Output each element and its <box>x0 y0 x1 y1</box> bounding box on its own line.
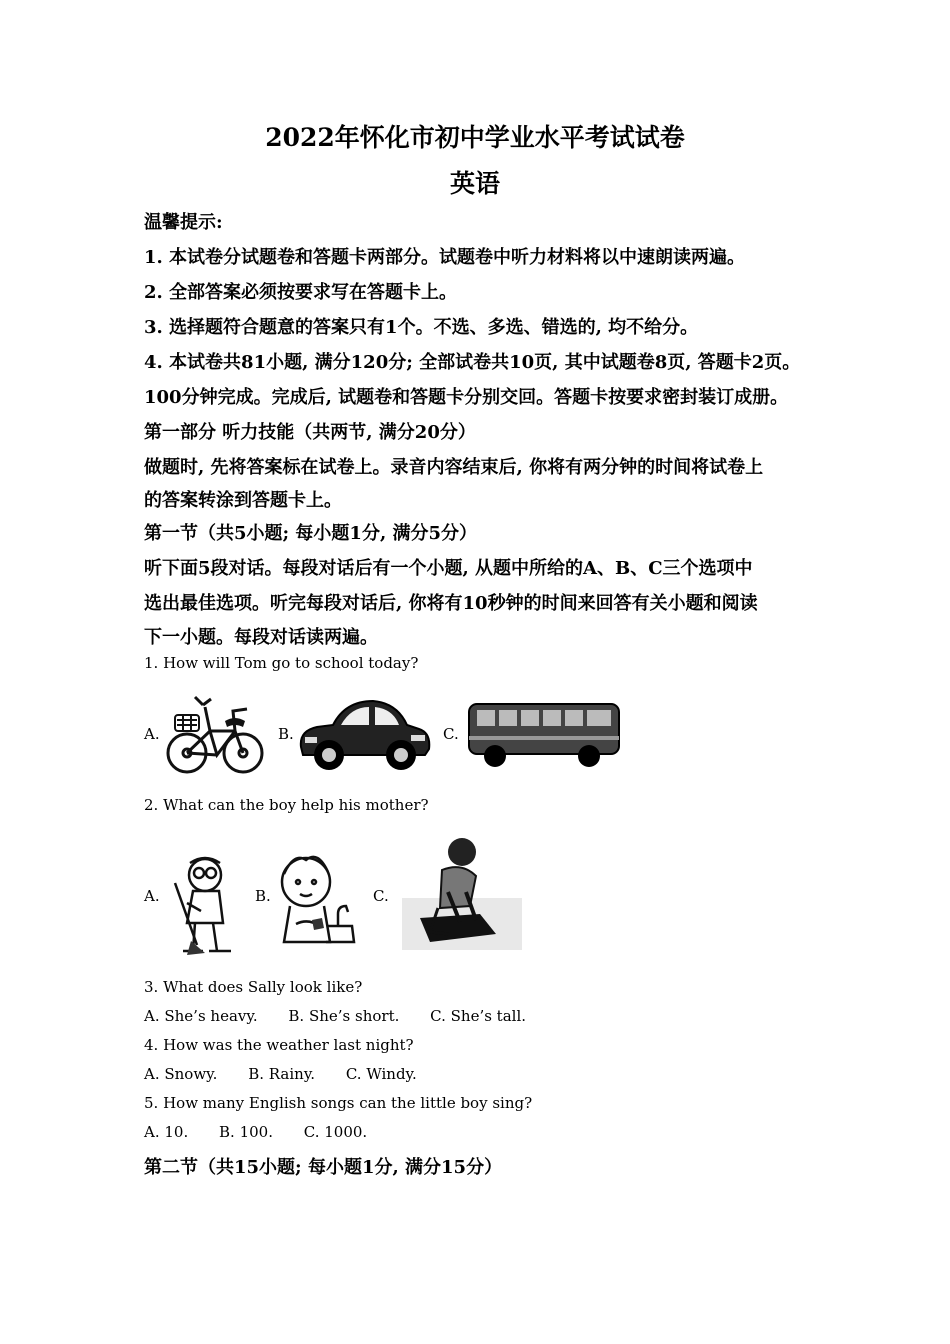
question-1: 1. How will Tom go to school today? <box>144 654 419 672</box>
tip-item-5: 100分钟完成。完成后, 试题卷和答题卡分别交回。答题卡按要求密封装订成册。 <box>144 387 789 408</box>
q3-option-c: C. She’s tall. <box>430 1007 527 1025</box>
tip-item-4: 4. 本试卷共81小题, 满分120分; 全部试卷共10页, 其中试题卷8页, 答题卡2页。 <box>144 352 801 373</box>
part1-heading: 第一部分 听力技能（共两节, 满分20分） <box>144 422 476 443</box>
q5-option-b: B. 100. <box>219 1123 273 1141</box>
question-5: 5. How many English songs can the little boy sing? <box>144 1094 533 1112</box>
bicycle-icon <box>165 693 265 779</box>
section1-instruction-1: 听下面5段对话。每段对话后有一个小题, 从题中所给的A、B、C三个选项中 <box>144 558 753 579</box>
washing-boy-icon <box>276 848 358 948</box>
q1-option-b-label: B. <box>278 725 294 743</box>
tip-item-2: 2. 全部答案必须按要求写在答题卡上。 <box>144 282 458 303</box>
part1-instruction-2: 的答案转涂到答题卡上。 <box>144 490 342 511</box>
bus-icon <box>465 700 623 770</box>
q3-option-b: B. She’s short. <box>288 1007 400 1025</box>
q5-options <box>144 1123 367 1141</box>
q3-option-a: A. She’s heavy. <box>144 1007 258 1025</box>
q4-option-a: A. Snowy. <box>144 1065 218 1083</box>
q2-option-a-label: A. <box>144 887 160 905</box>
tip-item-3: 3. 选择题符合题意的答案只有1个。不选、多选、错选的, 均不给分。 <box>144 317 699 338</box>
cleaning-boy-icon <box>400 836 525 952</box>
tips-heading: 温馨提示: <box>144 212 223 233</box>
q4-option-b: B. Rainy. <box>248 1065 316 1083</box>
question-4: 4. How was the weather last night? <box>144 1036 414 1054</box>
question-3: 3. What does Sally look like? <box>144 978 363 996</box>
q2-option-c-label: C. <box>373 887 389 905</box>
sweeping-boy-icon <box>165 853 237 958</box>
section2-heading: 第二节（共15小题; 每小题1分, 满分15分） <box>144 1157 503 1178</box>
q4-options <box>144 1065 417 1083</box>
q2-option-b-label: B. <box>255 887 271 905</box>
exam-subject: 英语 <box>449 169 500 198</box>
question-2: 2. What can the boy help his mother? <box>144 796 429 814</box>
section1-heading: 第一节（共5小题; 每小题1分, 满分5分） <box>144 523 478 544</box>
section1-instruction-3: 下一小题。每段对话读两遍。 <box>144 627 378 648</box>
q1-option-a-label: A. <box>144 725 160 743</box>
q5-option-c: C. 1000. <box>303 1123 368 1141</box>
q1-option-c-label: C. <box>443 725 459 743</box>
section1-instruction-2: 选出最佳选项。听完每段对话后, 你将有10秒钟的时间来回答有关小题和阅读 <box>144 593 758 614</box>
q3-options <box>144 1007 526 1025</box>
car-icon <box>295 693 433 773</box>
q5-option-a: A. 10. <box>144 1123 189 1141</box>
tip-item-1: 1. 本试卷分试题卷和答题卡两部分。试题卷中听力材料将以中速朗读两遍。 <box>144 247 746 268</box>
exam-title: 2022年怀化市初中学业水平考试试卷 <box>265 123 685 152</box>
q4-option-c: C. Windy. <box>345 1065 417 1083</box>
part1-instruction-1: 做题时, 先将答案标在试卷上。录音内容结束后, 你将有两分钟的时间将试卷上 <box>144 457 764 478</box>
